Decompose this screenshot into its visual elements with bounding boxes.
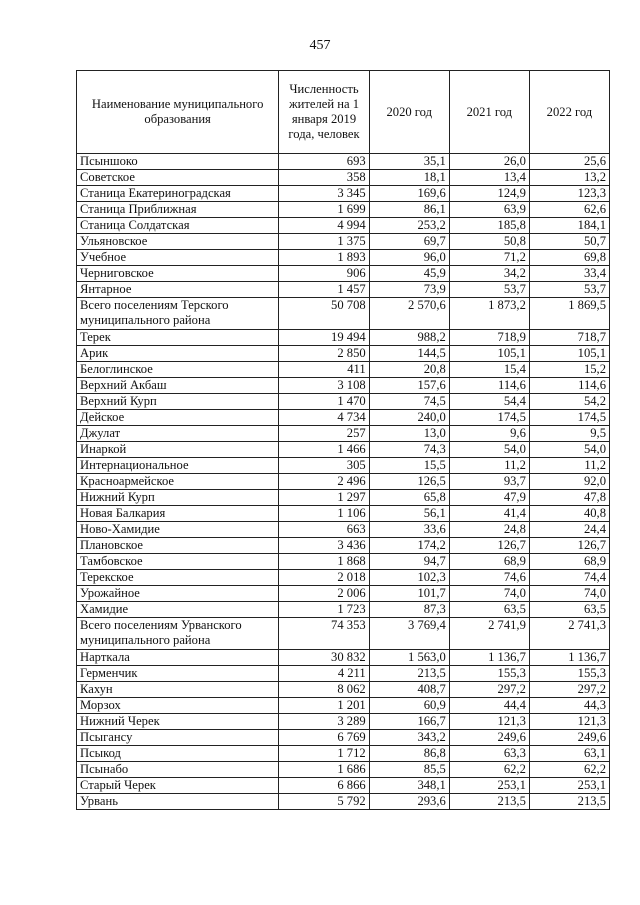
cell-municipality: Ульяновское xyxy=(77,234,279,250)
table-row xyxy=(77,250,610,266)
cell-population: 6 769 xyxy=(279,730,369,746)
cell-2020: 86,1 xyxy=(369,202,449,218)
cell-2021: 74,6 xyxy=(449,570,529,586)
cell-municipality: Станица Екатериноградская xyxy=(77,186,279,202)
cell-2022: 11,2 xyxy=(529,458,609,474)
cell-municipality: Нижний Курп xyxy=(77,490,279,506)
cell-municipality: Верхний Акбаш xyxy=(77,378,279,394)
cell-municipality: Джулат xyxy=(77,426,279,442)
cell-2021: 47,9 xyxy=(449,490,529,506)
cell-municipality: Ново-Хамидие xyxy=(77,522,279,538)
cell-2022: 114,6 xyxy=(529,378,609,394)
table-row xyxy=(77,218,610,234)
cell-2022: 105,1 xyxy=(529,346,609,362)
cell-2022: 92,0 xyxy=(529,474,609,490)
cell-2022: 53,7 xyxy=(529,282,609,298)
cell-2020: 213,5 xyxy=(369,666,449,682)
cell-population: 74 353 xyxy=(279,618,369,650)
cell-municipality: Псынабо xyxy=(77,762,279,778)
cell-municipality: Черниговское xyxy=(77,266,279,282)
table-row xyxy=(77,666,610,682)
cell-2020: 166,7 xyxy=(369,714,449,730)
cell-2021: 1 873,2 xyxy=(449,298,529,330)
page-number: 457 xyxy=(309,38,331,53)
cell-2021: 297,2 xyxy=(449,682,529,698)
cell-municipality: Верхний Курп xyxy=(77,394,279,410)
cell-2020: 126,5 xyxy=(369,474,449,490)
cell-population: 358 xyxy=(279,170,369,186)
cell-2021: 185,8 xyxy=(449,218,529,234)
table-row xyxy=(77,346,610,362)
cell-population: 1 201 xyxy=(279,698,369,714)
cell-2022: 47,8 xyxy=(529,490,609,506)
cell-2022: 44,3 xyxy=(529,698,609,714)
cell-population: 4 994 xyxy=(279,218,369,234)
cell-2022: 74,4 xyxy=(529,570,609,586)
cell-2022: 9,5 xyxy=(529,426,609,442)
cell-population: 3 289 xyxy=(279,714,369,730)
table-row xyxy=(77,602,610,618)
cell-municipality: Станица Солдатская xyxy=(77,218,279,234)
table-row xyxy=(77,282,610,298)
cell-municipality: Морзох xyxy=(77,698,279,714)
cell-municipality: Всего поселениям Терского муниципального района xyxy=(77,298,279,330)
table-row xyxy=(77,186,610,202)
cell-2021: 2 741,9 xyxy=(449,618,529,650)
cell-municipality: Арик xyxy=(77,346,279,362)
cell-2022: 62,6 xyxy=(529,202,609,218)
cell-population: 50 708 xyxy=(279,298,369,330)
cell-2020: 144,5 xyxy=(369,346,449,362)
cell-population: 257 xyxy=(279,426,369,442)
cell-2022: 155,3 xyxy=(529,666,609,682)
cell-population: 4 211 xyxy=(279,666,369,682)
cell-2020: 20,8 xyxy=(369,362,449,378)
cell-2022: 174,5 xyxy=(529,410,609,426)
table-body xyxy=(77,154,610,810)
cell-population: 1 686 xyxy=(279,762,369,778)
cell-2020: 85,5 xyxy=(369,762,449,778)
cell-municipality: Красноармейское xyxy=(77,474,279,490)
cell-2020: 169,6 xyxy=(369,186,449,202)
cell-population: 305 xyxy=(279,458,369,474)
table-row xyxy=(77,234,610,250)
cell-population: 30 832 xyxy=(279,650,369,666)
cell-2020: 74,3 xyxy=(369,442,449,458)
cell-population: 1 868 xyxy=(279,554,369,570)
cell-2021: 114,6 xyxy=(449,378,529,394)
cell-population: 6 866 xyxy=(279,778,369,794)
cell-2020: 73,9 xyxy=(369,282,449,298)
header-2022: 2022 год xyxy=(529,71,609,154)
table-row xyxy=(77,778,610,794)
cell-2021: 11,2 xyxy=(449,458,529,474)
cell-2020: 33,6 xyxy=(369,522,449,538)
cell-2022: 126,7 xyxy=(529,538,609,554)
cell-municipality: Псыншоко xyxy=(77,154,279,170)
cell-2021: 9,6 xyxy=(449,426,529,442)
cell-municipality: Нижний Черек xyxy=(77,714,279,730)
cell-2021: 63,9 xyxy=(449,202,529,218)
cell-population: 3 108 xyxy=(279,378,369,394)
table-row xyxy=(77,762,610,778)
cell-2020: 56,1 xyxy=(369,506,449,522)
cell-2022: 24,4 xyxy=(529,522,609,538)
cell-municipality: Терекское xyxy=(77,570,279,586)
cell-2022: 69,8 xyxy=(529,250,609,266)
cell-municipality: Старый Черек xyxy=(77,778,279,794)
cell-population: 8 062 xyxy=(279,682,369,698)
cell-2021: 24,8 xyxy=(449,522,529,538)
cell-municipality: Урвань xyxy=(77,794,279,810)
cell-municipality: Всего поселениям Урванского муниципального района xyxy=(77,618,279,650)
header-2021: 2021 год xyxy=(449,71,529,154)
cell-municipality: Тамбовское xyxy=(77,554,279,570)
cell-municipality: Новая Балкария xyxy=(77,506,279,522)
table-row xyxy=(77,458,610,474)
cell-2020: 2 570,6 xyxy=(369,298,449,330)
cell-2021: 74,0 xyxy=(449,586,529,602)
cell-2021: 105,1 xyxy=(449,346,529,362)
cell-municipality: Кахун xyxy=(77,682,279,698)
cell-population: 1 699 xyxy=(279,202,369,218)
cell-2020: 94,7 xyxy=(369,554,449,570)
cell-population: 1 723 xyxy=(279,602,369,618)
table-row xyxy=(77,442,610,458)
cell-2022: 74,0 xyxy=(529,586,609,602)
cell-population: 1 470 xyxy=(279,394,369,410)
cell-2021: 68,9 xyxy=(449,554,529,570)
header-municipality: Наименование муниципального образования xyxy=(77,71,279,154)
header-population: Численность жителей на 1 января 2019 года, человек xyxy=(279,71,369,154)
cell-2020: 1 563,0 xyxy=(369,650,449,666)
table-row xyxy=(77,362,610,378)
cell-population: 1 466 xyxy=(279,442,369,458)
cell-2021: 93,7 xyxy=(449,474,529,490)
cell-population: 1 106 xyxy=(279,506,369,522)
table-row xyxy=(77,170,610,186)
cell-2020: 74,5 xyxy=(369,394,449,410)
cell-2022: 25,6 xyxy=(529,154,609,170)
cell-2022: 63,5 xyxy=(529,602,609,618)
cell-2022: 33,4 xyxy=(529,266,609,282)
table-row xyxy=(77,682,610,698)
cell-2020: 157,6 xyxy=(369,378,449,394)
cell-2021: 54,4 xyxy=(449,394,529,410)
cell-municipality: Инаркой xyxy=(77,442,279,458)
table-row xyxy=(77,746,610,762)
cell-2022: 1 869,5 xyxy=(529,298,609,330)
cell-2022: 50,7 xyxy=(529,234,609,250)
cell-municipality: Дейское xyxy=(77,410,279,426)
cell-2022: 1 136,7 xyxy=(529,650,609,666)
cell-population: 3 436 xyxy=(279,538,369,554)
cell-2022: 40,8 xyxy=(529,506,609,522)
cell-population: 2 850 xyxy=(279,346,369,362)
table-row xyxy=(77,554,610,570)
table-row xyxy=(77,714,610,730)
table-row xyxy=(77,378,610,394)
allocation-table xyxy=(76,70,610,810)
cell-2022: 63,1 xyxy=(529,746,609,762)
header-2020: 2020 год xyxy=(369,71,449,154)
table-row xyxy=(77,474,610,490)
cell-2022: 62,2 xyxy=(529,762,609,778)
table-row xyxy=(77,202,610,218)
cell-municipality: Нарткала xyxy=(77,650,279,666)
cell-2021: 155,3 xyxy=(449,666,529,682)
cell-population: 663 xyxy=(279,522,369,538)
cell-2020: 343,2 xyxy=(369,730,449,746)
cell-municipality: Терек xyxy=(77,330,279,346)
table-row xyxy=(77,650,610,666)
table-total-row xyxy=(77,298,610,330)
cell-2020: 18,1 xyxy=(369,170,449,186)
table-row xyxy=(77,522,610,538)
cell-population: 1 893 xyxy=(279,250,369,266)
cell-municipality: Станица Приближная xyxy=(77,202,279,218)
cell-2020: 101,7 xyxy=(369,586,449,602)
table-row xyxy=(77,730,610,746)
cell-population: 19 494 xyxy=(279,330,369,346)
table-header-row xyxy=(77,71,610,154)
cell-2022: 718,7 xyxy=(529,330,609,346)
cell-2021: 121,3 xyxy=(449,714,529,730)
cell-municipality: Белоглинское xyxy=(77,362,279,378)
table-row xyxy=(77,394,610,410)
table-row xyxy=(77,490,610,506)
cell-population: 1 297 xyxy=(279,490,369,506)
cell-2021: 62,2 xyxy=(449,762,529,778)
table-row xyxy=(77,410,610,426)
cell-population: 906 xyxy=(279,266,369,282)
cell-2022: 213,5 xyxy=(529,794,609,810)
cell-2020: 988,2 xyxy=(369,330,449,346)
cell-2022: 249,6 xyxy=(529,730,609,746)
cell-2021: 44,4 xyxy=(449,698,529,714)
cell-2020: 253,2 xyxy=(369,218,449,234)
cell-2020: 348,1 xyxy=(369,778,449,794)
cell-2021: 63,5 xyxy=(449,602,529,618)
table-row xyxy=(77,154,610,170)
cell-2021: 718,9 xyxy=(449,330,529,346)
cell-2021: 174,5 xyxy=(449,410,529,426)
cell-2020: 240,0 xyxy=(369,410,449,426)
cell-2020: 408,7 xyxy=(369,682,449,698)
cell-municipality: Учебное xyxy=(77,250,279,266)
cell-2022: 123,3 xyxy=(529,186,609,202)
cell-municipality: Псыкод xyxy=(77,746,279,762)
table-row xyxy=(77,426,610,442)
cell-population: 693 xyxy=(279,154,369,170)
cell-2020: 293,6 xyxy=(369,794,449,810)
cell-municipality: Псыгансу xyxy=(77,730,279,746)
cell-2020: 13,0 xyxy=(369,426,449,442)
cell-2022: 68,9 xyxy=(529,554,609,570)
cell-2021: 34,2 xyxy=(449,266,529,282)
cell-2022: 184,1 xyxy=(529,218,609,234)
cell-2021: 54,0 xyxy=(449,442,529,458)
cell-2022: 297,2 xyxy=(529,682,609,698)
cell-2020: 69,7 xyxy=(369,234,449,250)
table-row xyxy=(77,698,610,714)
table-row xyxy=(77,266,610,282)
cell-2022: 54,2 xyxy=(529,394,609,410)
cell-2021: 53,7 xyxy=(449,282,529,298)
cell-population: 3 345 xyxy=(279,186,369,202)
cell-population: 1 457 xyxy=(279,282,369,298)
cell-2021: 124,9 xyxy=(449,186,529,202)
cell-2020: 60,9 xyxy=(369,698,449,714)
cell-2021: 213,5 xyxy=(449,794,529,810)
cell-municipality: Хамидие xyxy=(77,602,279,618)
cell-2021: 50,8 xyxy=(449,234,529,250)
cell-2020: 15,5 xyxy=(369,458,449,474)
cell-municipality: Советское xyxy=(77,170,279,186)
cell-population: 411 xyxy=(279,362,369,378)
cell-2022: 121,3 xyxy=(529,714,609,730)
cell-population: 2 018 xyxy=(279,570,369,586)
cell-2020: 96,0 xyxy=(369,250,449,266)
cell-2020: 174,2 xyxy=(369,538,449,554)
cell-2021: 71,2 xyxy=(449,250,529,266)
cell-2021: 26,0 xyxy=(449,154,529,170)
cell-population: 5 792 xyxy=(279,794,369,810)
cell-2021: 249,6 xyxy=(449,730,529,746)
cell-population: 1 712 xyxy=(279,746,369,762)
cell-2020: 102,3 xyxy=(369,570,449,586)
cell-2021: 13,4 xyxy=(449,170,529,186)
cell-2020: 3 769,4 xyxy=(369,618,449,650)
cell-2022: 253,1 xyxy=(529,778,609,794)
cell-2021: 15,4 xyxy=(449,362,529,378)
cell-2022: 2 741,3 xyxy=(529,618,609,650)
cell-2022: 15,2 xyxy=(529,362,609,378)
table-row xyxy=(77,506,610,522)
cell-2021: 41,4 xyxy=(449,506,529,522)
cell-2020: 86,8 xyxy=(369,746,449,762)
cell-municipality: Урожайное xyxy=(77,586,279,602)
cell-population: 1 375 xyxy=(279,234,369,250)
table-row xyxy=(77,330,610,346)
cell-2020: 35,1 xyxy=(369,154,449,170)
cell-2021: 1 136,7 xyxy=(449,650,529,666)
cell-2020: 45,9 xyxy=(369,266,449,282)
table-total-row xyxy=(77,618,610,650)
cell-municipality: Интернациональное xyxy=(77,458,279,474)
cell-2022: 54,0 xyxy=(529,442,609,458)
cell-municipality: Янтарное xyxy=(77,282,279,298)
table-row xyxy=(77,794,610,810)
cell-2020: 87,3 xyxy=(369,602,449,618)
cell-population: 4 734 xyxy=(279,410,369,426)
cell-2021: 253,1 xyxy=(449,778,529,794)
cell-2021: 126,7 xyxy=(449,538,529,554)
cell-2022: 13,2 xyxy=(529,170,609,186)
cell-2021: 63,3 xyxy=(449,746,529,762)
cell-municipality: Герменчик xyxy=(77,666,279,682)
cell-population: 2 006 xyxy=(279,586,369,602)
cell-population: 2 496 xyxy=(279,474,369,490)
cell-municipality: Плановское xyxy=(77,538,279,554)
table-row xyxy=(77,570,610,586)
table-row xyxy=(77,586,610,602)
table-row xyxy=(77,538,610,554)
cell-2020: 65,8 xyxy=(369,490,449,506)
